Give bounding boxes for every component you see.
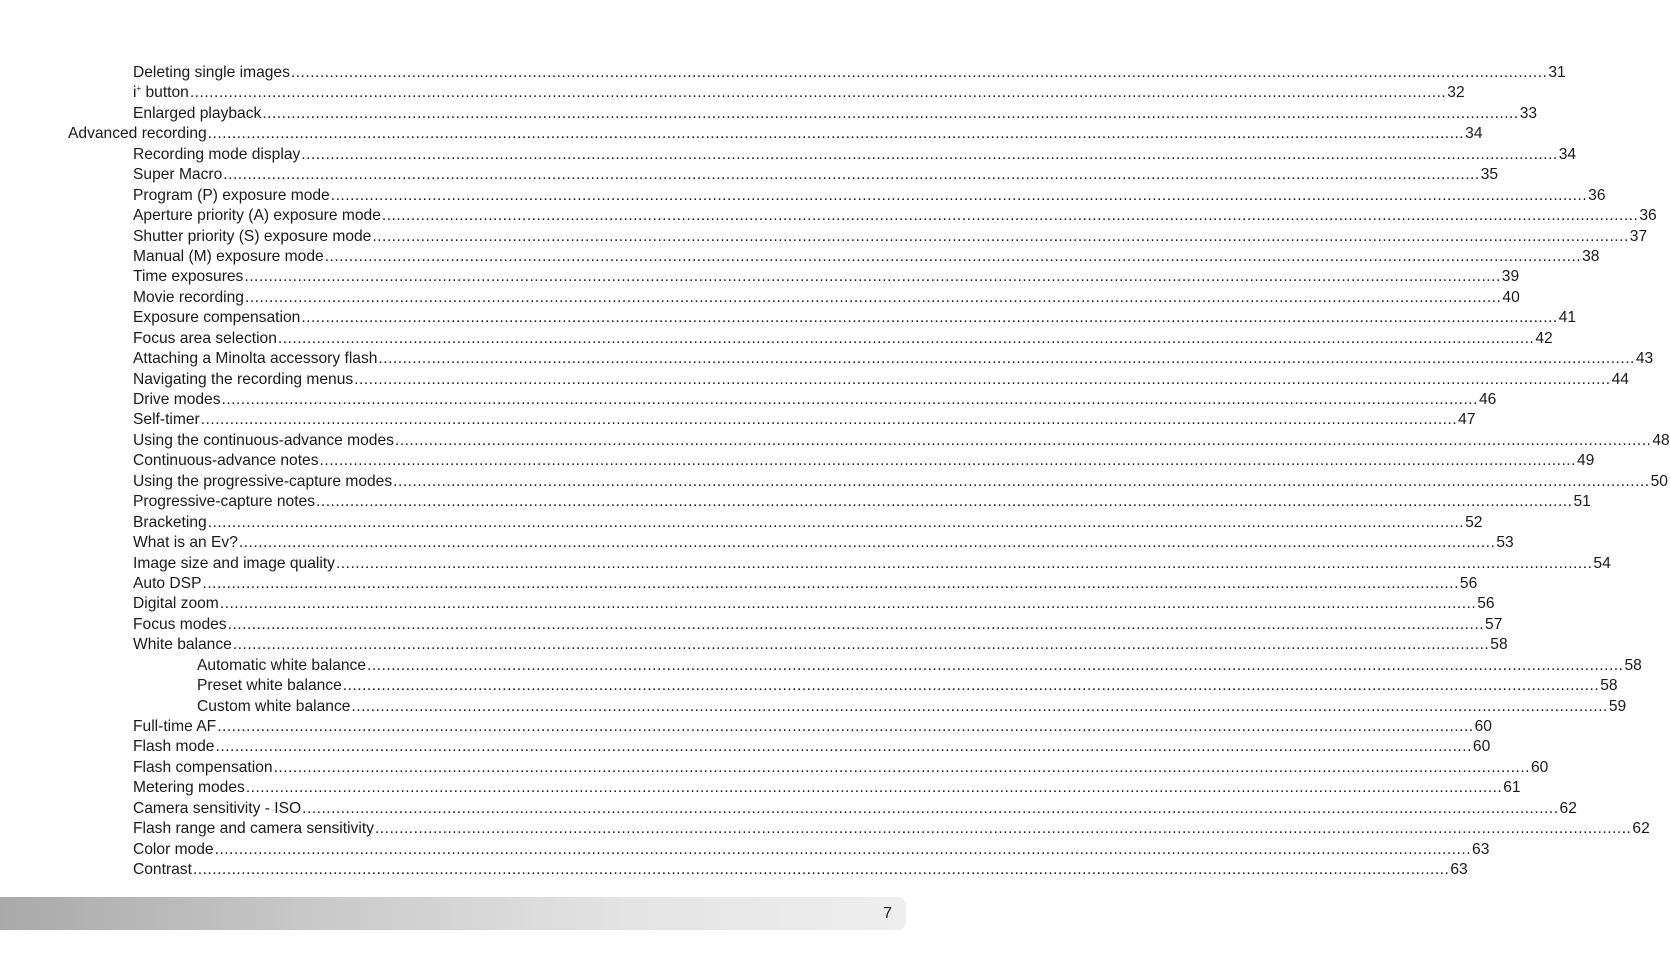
- toc-entry-title: Attaching a Minolta accessory flash: [133, 350, 378, 368]
- toc-entry[interactable]: [0, 492, 1591, 512]
- toc-entry[interactable]: [0, 227, 1648, 247]
- dot-leader: ....................................................................................................................................................................................................................................................................: [354, 370, 1611, 388]
- toc-entry[interactable]: [0, 145, 1577, 165]
- toc-entry-title: Navigating the recording menus: [133, 370, 354, 388]
- toc-entry[interactable]: [0, 104, 1538, 124]
- toc-entry[interactable]: [0, 594, 1495, 614]
- toc-entry[interactable]: [0, 410, 1476, 430]
- toc-entry-page: 46: [1478, 391, 1497, 408]
- toc-entry-title: Advanced recording: [68, 125, 207, 143]
- toc-entry-title: Continuous-advance notes: [133, 452, 319, 470]
- toc-entry[interactable]: [0, 778, 1521, 798]
- dot-leader: ....................................................................................................................................................................................................................................................................: [221, 391, 1478, 408]
- toc-entry-page: 40: [1502, 288, 1520, 306]
- toc-entry-page: 63: [1472, 840, 1490, 858]
- toc-entry-page: 54: [1593, 554, 1611, 572]
- toc-entry-page: 41: [1558, 309, 1577, 327]
- toc-entry-title: Using the progressive-capture modes: [133, 472, 393, 490]
- toc-entry-title: Focus modes: [133, 615, 227, 633]
- toc-entry-title: Shutter priority (S) exposure mode: [133, 227, 372, 245]
- toc-entry-page: 58: [1490, 636, 1508, 654]
- toc-entry[interactable]: [0, 186, 1606, 206]
- toc-entry[interactable]: [0, 451, 1595, 471]
- toc-entry[interactable]: [0, 349, 1654, 369]
- toc-entry-page: 60: [1474, 718, 1492, 735]
- dot-leader: ....................................................................................................................................................................................................................................................................: [238, 534, 1496, 552]
- toc-entry-title: White balance: [133, 636, 232, 654]
- toc-entry-page: 57: [1485, 615, 1503, 633]
- toc-entry[interactable]: [0, 860, 1468, 880]
- toc-entry-title: Camera sensitivity - ISO: [133, 799, 302, 817]
- toc-entry-title: Manual (M) exposure mode: [133, 247, 324, 265]
- dot-leader: ....................................................................................................................................................................................................................................................................: [219, 595, 1477, 613]
- dot-leader: ....................................................................................................................................................................................................................................................................: [378, 350, 1635, 368]
- toc-entry-page: 56: [1477, 595, 1495, 613]
- toc-entry-title: Enlarged playback: [133, 104, 262, 122]
- toc-entry[interactable]: [0, 63, 1566, 83]
- toc-entry-title: Digital zoom: [133, 595, 219, 613]
- dot-leader: ....................................................................................................................................................................................................................................................................: [200, 411, 1458, 429]
- toc-entry[interactable]: [0, 390, 1497, 410]
- toc-entry-page: 53: [1496, 534, 1514, 552]
- toc-entry[interactable]: [0, 124, 1483, 144]
- page-number: 7: [883, 905, 892, 922]
- toc-entry-page: 43: [1635, 350, 1654, 368]
- dot-leader: ....................................................................................................................................................................................................................................................................: [342, 677, 1600, 695]
- toc-entry-title: Recording mode display: [133, 145, 301, 163]
- toc-entry[interactable]: [0, 697, 1627, 717]
- dot-leader: ....................................................................................................................................................................................................................................................................: [301, 309, 1558, 327]
- toc-entry-title: Image size and image quality: [133, 554, 335, 572]
- toc-entry[interactable]: [0, 840, 1490, 860]
- toc-entry-page: 37: [1629, 227, 1648, 245]
- toc-entry[interactable]: [0, 819, 1650, 839]
- toc-entry-page: 61: [1503, 779, 1521, 797]
- toc-entry[interactable]: [0, 370, 1629, 390]
- toc-entry-page: 44: [1611, 370, 1629, 388]
- toc-entry-page: 49: [1576, 452, 1595, 470]
- toc-entry-page: 50: [1650, 472, 1668, 490]
- toc-entry-title: What is an Ev?: [133, 534, 238, 552]
- toc-entry-title: Self-timer: [133, 411, 200, 429]
- dot-leader: ....................................................................................................................................................................................................................................................................: [324, 247, 1582, 265]
- toc-entry[interactable]: [0, 676, 1618, 696]
- dot-leader: ....................................................................................................................................................................................................................................................................: [217, 718, 1474, 735]
- dot-leader: ....................................................................................................................................................................................................................................................................: [319, 452, 1576, 470]
- toc-entry-title: Preset white balance: [197, 677, 342, 695]
- toc-entry-page: 47: [1458, 411, 1476, 429]
- dot-leader: ....................................................................................................................................................................................................................................................................: [367, 656, 1624, 674]
- dot-leader: ....................................................................................................................................................................................................................................................................: [262, 104, 1519, 122]
- dot-leader: ....................................................................................................................................................................................................................................................................: [215, 738, 1472, 756]
- toc-entry[interactable]: [0, 206, 1657, 226]
- toc-entry-title: Bracketing: [133, 513, 207, 531]
- toc-entry[interactable]: [0, 737, 1491, 757]
- toc-entry-title: i+ button: [133, 84, 189, 102]
- dot-leader: ....................................................................................................................................................................................................................................................................: [302, 799, 1559, 817]
- dot-leader: ....................................................................................................................................................................................................................................................................: [244, 268, 1501, 286]
- toc-entry-page: 51: [1573, 493, 1591, 511]
- toc-entry[interactable]: [0, 554, 1611, 574]
- dot-leader: ....................................................................................................................................................................................................................................................................: [316, 493, 1573, 511]
- toc-entry-title: Auto DSP: [133, 574, 202, 592]
- toc-entry[interactable]: [0, 431, 1670, 451]
- toc-entry-page: 39: [1501, 268, 1520, 286]
- toc-entry-title: Focus area selection: [133, 329, 277, 347]
- toc-entry-title: Flash mode: [133, 738, 215, 756]
- toc-entry-page: 34: [1465, 125, 1483, 143]
- toc-entry[interactable]: [0, 288, 1520, 308]
- dot-leader: ....................................................................................................................................................................................................................................................................: [393, 472, 1650, 490]
- toc-entry-title: Color mode: [133, 840, 214, 858]
- toc-entry-title: Deleting single images: [133, 64, 290, 81]
- dot-leader: ....................................................................................................................................................................................................................................................................: [351, 697, 1608, 715]
- toc-entry-page: 63: [1450, 861, 1468, 879]
- toc-entry[interactable]: [0, 329, 1553, 349]
- dot-leader: ....................................................................................................................................................................................................................................................................: [207, 125, 1465, 143]
- toc-entry-page: 62: [1559, 799, 1577, 817]
- toc-entry-page: 33: [1519, 104, 1538, 122]
- toc-entry[interactable]: [0, 656, 1642, 676]
- dot-leader: ....................................................................................................................................................................................................................................................................: [207, 513, 1465, 531]
- toc-entry-title: Automatic white balance: [197, 656, 367, 674]
- table-of-contents: [0, 63, 1670, 881]
- toc-entry-title: Time exposures: [133, 268, 244, 286]
- toc-entry-page: 58: [1600, 677, 1618, 695]
- toc-entry-title: Aperture priority (A) exposure mode: [133, 207, 381, 225]
- toc-entry-page: 60: [1472, 738, 1491, 756]
- dot-leader: ....................................................................................................................................................................................................................................................................: [273, 758, 1530, 776]
- toc-entry-title: Program (P) exposure mode: [133, 186, 330, 204]
- toc-entry-page: 42: [1535, 329, 1553, 347]
- toc-entry-page: 52: [1465, 513, 1483, 531]
- toc-entry-title: Contrast: [133, 861, 192, 879]
- toc-entry[interactable]: [0, 83, 1465, 103]
- toc-entry-page: 38: [1582, 247, 1600, 265]
- dot-leader: ....................................................................................................................................................................................................................................................................: [223, 166, 1480, 184]
- dot-leader: ....................................................................................................................................................................................................................................................................: [192, 861, 1450, 879]
- toc-entry[interactable]: [0, 513, 1483, 533]
- toc-entry-page: 62: [1632, 820, 1650, 838]
- toc-entry-page: 35: [1480, 166, 1499, 184]
- toc-entry-title: Full-time AF: [133, 718, 217, 735]
- toc-entry[interactable]: [0, 615, 1503, 635]
- toc-entry-page: 36: [1588, 186, 1606, 204]
- toc-entry[interactable]: [0, 247, 1600, 267]
- dot-leader: ....................................................................................................................................................................................................................................................................: [372, 227, 1629, 245]
- toc-entry-title: Exposure compensation: [133, 309, 301, 327]
- toc-entry-title: Flash compensation: [133, 758, 273, 776]
- toc-entry-page: 31: [1548, 64, 1566, 81]
- toc-entry[interactable]: [0, 574, 1478, 594]
- dot-leader: ....................................................................................................................................................................................................................................................................: [290, 64, 1548, 81]
- dot-leader: ....................................................................................................................................................................................................................................................................: [227, 615, 1485, 633]
- dot-leader: ....................................................................................................................................................................................................................................................................: [381, 207, 1639, 225]
- toc-entry-page: 58: [1624, 656, 1642, 674]
- toc-entry[interactable]: [0, 165, 1499, 185]
- toc-entry-page: 34: [1558, 145, 1577, 163]
- toc-entry[interactable]: [0, 472, 1668, 492]
- toc-entry-title: Flash range and camera sensitivity: [133, 820, 374, 838]
- dot-leader: ....................................................................................................................................................................................................................................................................: [301, 145, 1558, 163]
- toc-entry[interactable]: [0, 758, 1549, 778]
- dot-leader: ....................................................................................................................................................................................................................................................................: [214, 840, 1472, 858]
- dot-leader: ....................................................................................................................................................................................................................................................................: [202, 574, 1459, 592]
- toc-entry-page: 36: [1639, 207, 1657, 225]
- toc-entry-title: Super Macro: [133, 166, 223, 184]
- toc-entry-title: Custom white balance: [197, 697, 351, 715]
- toc-entry[interactable]: [0, 799, 1577, 819]
- toc-entry-page: 48: [1652, 431, 1670, 449]
- toc-entry-title: Movie recording: [133, 288, 244, 306]
- toc-entry-title: Progressive-capture notes: [133, 493, 316, 511]
- toc-entry-title: Metering modes: [133, 779, 245, 797]
- toc-entry[interactable]: [0, 533, 1514, 553]
- dot-leader: ....................................................................................................................................................................................................................................................................: [394, 431, 1652, 449]
- toc-entry-page: 32: [1447, 84, 1465, 102]
- dot-leader: ....................................................................................................................................................................................................................................................................: [189, 84, 1447, 102]
- toc-entry-page: 59: [1608, 697, 1627, 715]
- dot-leader: ....................................................................................................................................................................................................................................................................: [330, 186, 1588, 204]
- toc-entry[interactable]: [0, 267, 1520, 287]
- dot-leader: ....................................................................................................................................................................................................................................................................: [277, 329, 1535, 347]
- footer-bar: [0, 897, 906, 930]
- dot-leader: ....................................................................................................................................................................................................................................................................: [335, 554, 1593, 572]
- dot-leader: ....................................................................................................................................................................................................................................................................: [245, 779, 1503, 797]
- toc-entry-title: Drive modes: [133, 391, 221, 408]
- dot-leader: ....................................................................................................................................................................................................................................................................: [232, 636, 1490, 654]
- toc-entry-page: 56: [1459, 574, 1478, 592]
- toc-entry-page: 60: [1531, 758, 1549, 776]
- dot-leader: ....................................................................................................................................................................................................................................................................: [374, 820, 1632, 838]
- toc-entry-title: Using the continuous-advance modes: [133, 431, 394, 449]
- toc-entry[interactable]: [0, 635, 1508, 655]
- toc-entry[interactable]: [0, 717, 1492, 737]
- dot-leader: ....................................................................................................................................................................................................................................................................: [244, 288, 1502, 306]
- toc-entry[interactable]: [0, 308, 1577, 328]
